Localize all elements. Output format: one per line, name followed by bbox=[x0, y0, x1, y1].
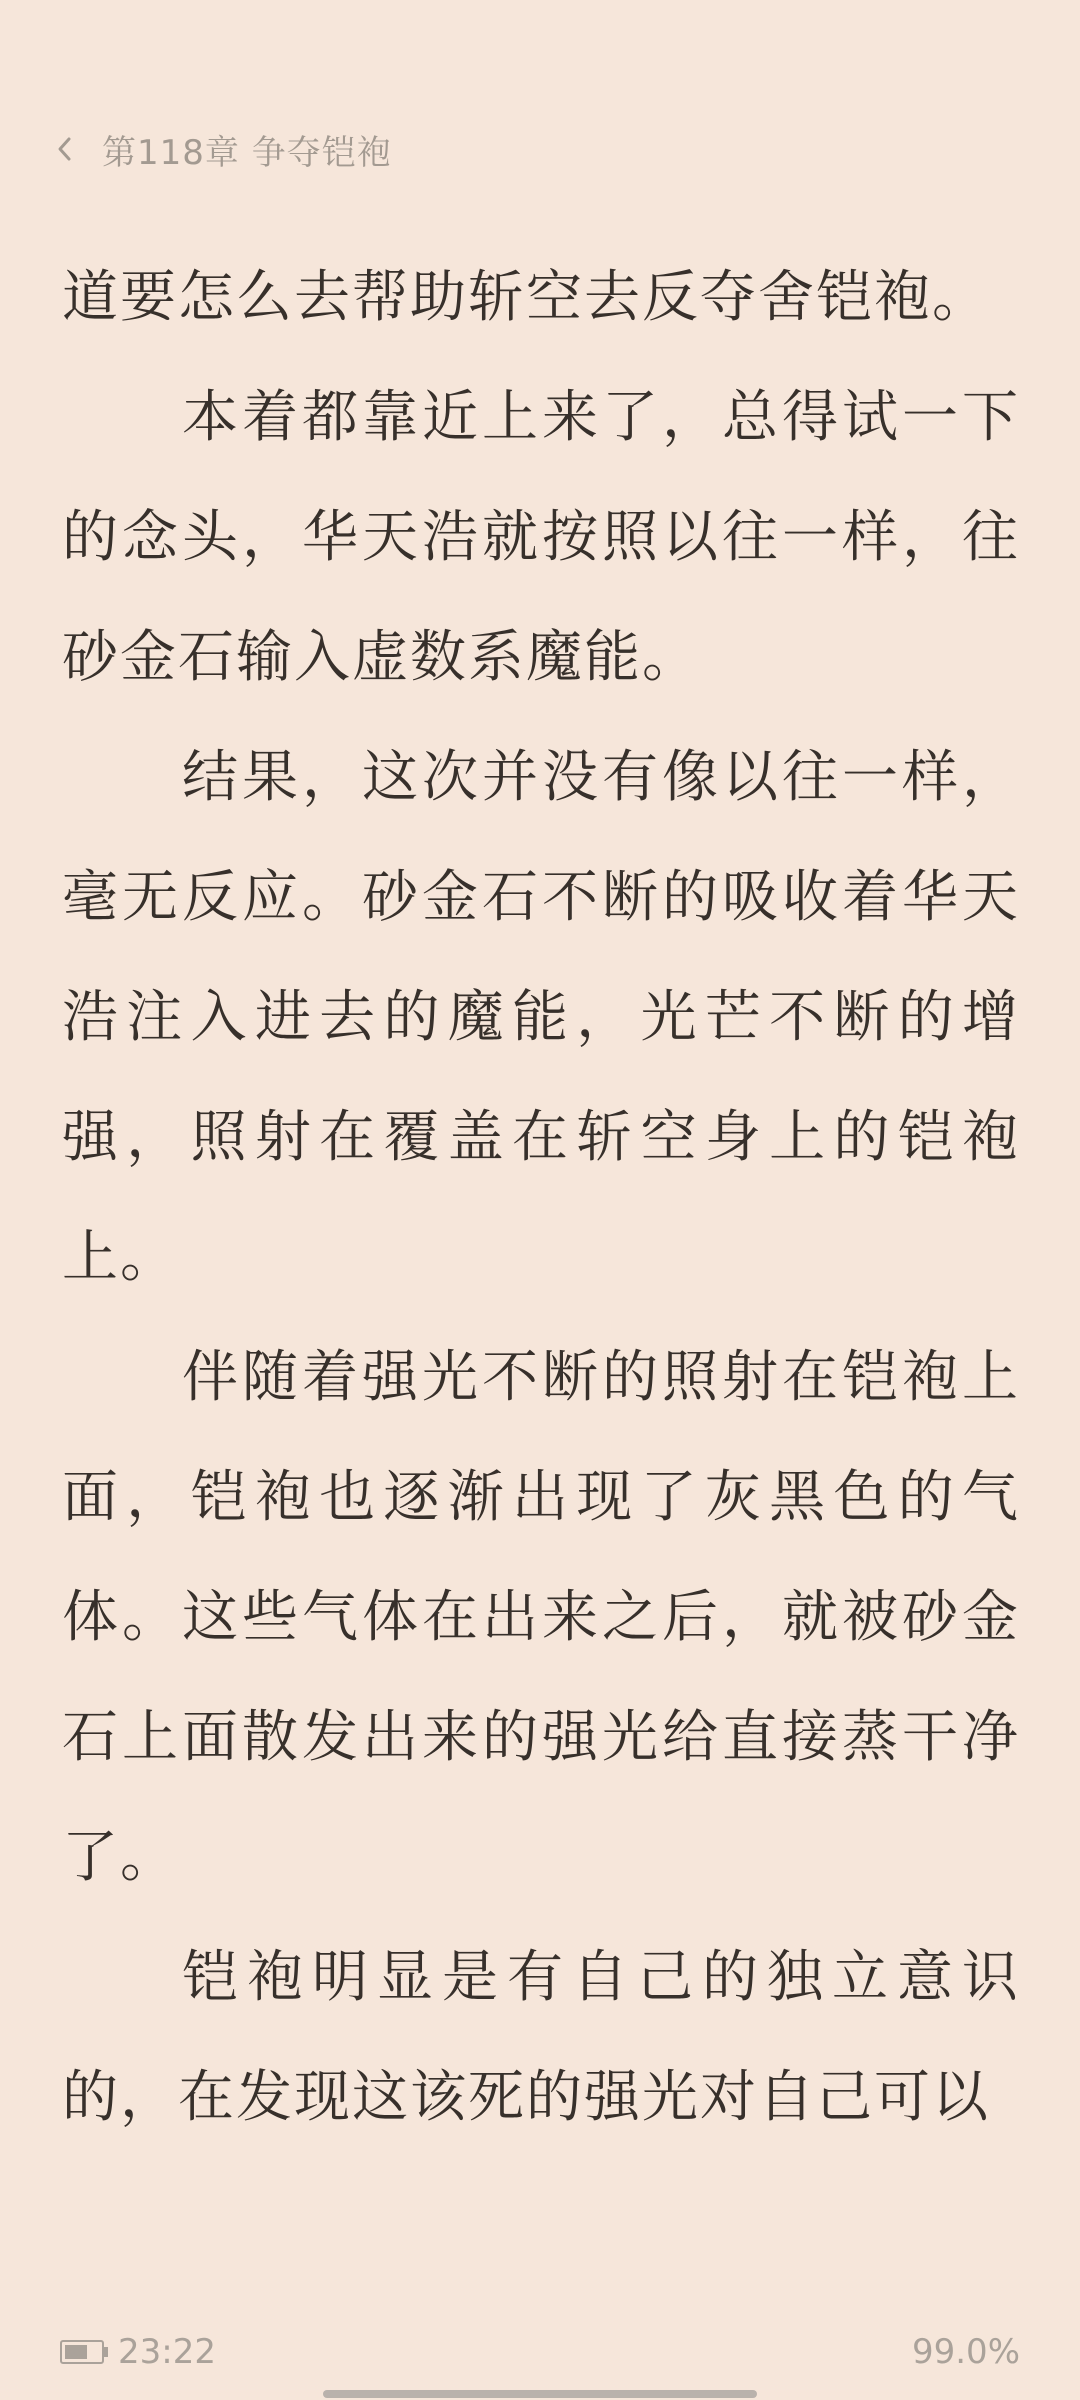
chapter-header[interactable] bbox=[56, 124, 392, 174]
chapter-title: 第118章 争夺铠袍 bbox=[102, 132, 392, 173]
battery-tip bbox=[104, 2347, 108, 2357]
paragraph: 道要怎么去帮助斩空去反夺舍铠袍。 bbox=[62, 265, 990, 330]
paragraph: 伴随着强光不断的照射在铠袍上面，铠袍也逐渐出现了灰黑色的气体。这些气体在出来之后，就被砂金石上面散发出来的强光给直接蒸干净了。 bbox=[62, 1345, 1020, 1890]
reading-progress: 99.0% bbox=[911, 2332, 1020, 2372]
battery-icon bbox=[60, 2340, 104, 2364]
reading-content bbox=[62, 238, 1020, 2158]
paragraph: 结果，这次并没有像以往一样，毫无反应。砂金石不断的吸收着华天浩注入进去的魔能，光芒不断的增强，照射在覆盖在斩空身上的铠袍上。 bbox=[62, 745, 1020, 1290]
home-indicator[interactable] bbox=[323, 2390, 757, 2398]
clock-time: 23:22 bbox=[118, 2332, 216, 2372]
status-footer bbox=[0, 2330, 1080, 2380]
chevron-left-icon[interactable] bbox=[56, 129, 86, 169]
paragraph: 本着都靠近上来了，总得试一下的念头，华天浩就按照以往一样，往砂金石输入虚数系魔能。 bbox=[62, 385, 1020, 690]
paragraph: 铠袍明显是有自己的独立意识的，在发现这该死的强光对自己可以 bbox=[62, 1945, 1020, 2130]
battery-fill bbox=[65, 2345, 87, 2359]
